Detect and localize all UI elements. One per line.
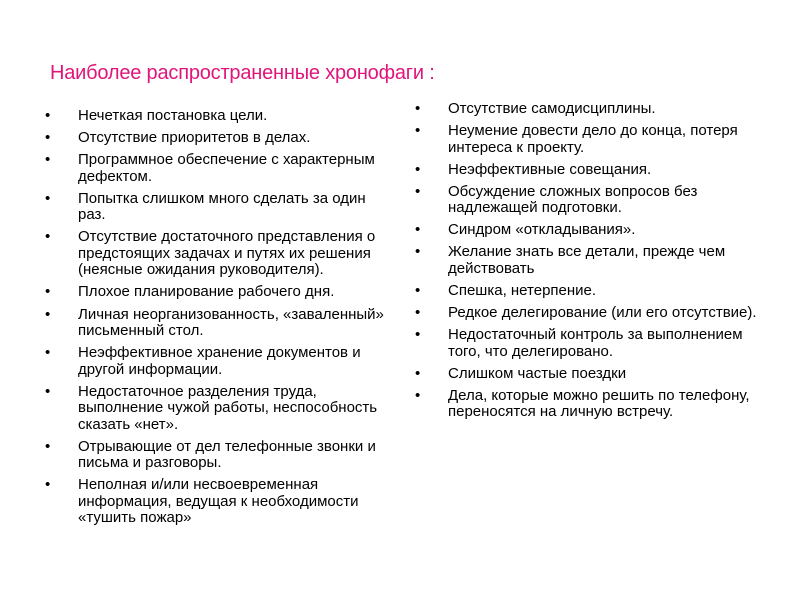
list-item-text: Спешка, нетерпение. xyxy=(448,282,597,300)
list-item xyxy=(40,384,390,434)
list-item xyxy=(40,284,390,301)
list-item xyxy=(410,366,760,383)
list-item-text: Неэффективное хранение документов и другой информации. xyxy=(78,344,361,378)
list-item-text: Слишком частые поездки xyxy=(448,364,627,382)
list-item xyxy=(410,162,760,179)
list-item xyxy=(40,152,390,185)
list-item xyxy=(40,307,390,340)
list-item xyxy=(410,327,760,360)
list-item-text: Нечеткая постановка цели. xyxy=(78,107,268,124)
bullet-icon: • xyxy=(45,305,51,323)
list-item xyxy=(40,130,390,147)
list-item-text: Личная неорганизованность, «заваленный» письменный стол. xyxy=(78,305,384,340)
list-item-text: Недостаточное разделения труда, выполнение чужой работы, неспособность сказать «нет». xyxy=(78,382,378,433)
list-item-text: Недостаточный контроль за выполнением того, что делегировано. xyxy=(448,326,743,360)
bullet-icon: • xyxy=(415,243,421,261)
list-item xyxy=(40,108,390,125)
bullet-icon: • xyxy=(45,189,51,207)
slide-title: Наиболее распространенные хронофаги : xyxy=(50,62,435,84)
right-bullet-list xyxy=(410,101,760,427)
list-item-text: Отсутствие достаточного представления о предстоящих задачах и путях их решения (неясные ожидания руководителя). xyxy=(78,228,376,279)
bullet-icon: • xyxy=(415,122,421,140)
list-item-text: Желание знать все детали, прежде чем действовать xyxy=(448,243,726,277)
bullet-icon: • xyxy=(415,182,421,200)
bullet-icon: • xyxy=(415,100,421,117)
list-item-text: Неэффективные совещания. xyxy=(448,160,652,178)
list-item xyxy=(410,388,760,421)
bullet-icon: • xyxy=(45,476,51,494)
bullet-icon: • xyxy=(415,326,421,344)
list-item xyxy=(40,477,390,527)
list-item-text: Отсутствие приоритетов в делах. xyxy=(78,129,311,147)
bullet-icon: • xyxy=(45,437,51,455)
bullet-icon: • xyxy=(45,283,51,301)
list-item-text: Неполная и/или несвоевременная информация, ведущая к необходимости «тушить пожар» xyxy=(78,476,359,527)
list-item-text: Синдром «откладывания». xyxy=(448,221,636,239)
list-item xyxy=(410,244,760,277)
list-item-text: Редкое делегирование (или его отсутствие). xyxy=(448,304,757,322)
bullet-icon: • xyxy=(415,304,421,322)
list-item-text: Отсутствие самодисциплины. xyxy=(448,100,656,117)
list-item xyxy=(40,345,390,378)
bullet-icon: • xyxy=(415,160,421,178)
list-item-text: Неумение довести дело до конца, потеря интереса к проекту. xyxy=(448,122,738,156)
bullet-icon: • xyxy=(45,344,51,362)
list-item xyxy=(40,229,390,279)
bullet-icon: • xyxy=(415,364,421,382)
bullet-icon: • xyxy=(45,129,51,147)
list-item xyxy=(410,305,760,322)
list-item xyxy=(410,101,760,118)
list-item xyxy=(410,222,760,239)
bullet-icon: • xyxy=(415,282,421,300)
list-item-text: Плохое планирование рабочего дня. xyxy=(78,283,335,301)
bullet-icon: • xyxy=(45,107,51,124)
list-item-text: Дела, которые можно решить по телефону, переносятся на личную встречу. xyxy=(448,386,750,421)
bullet-icon: • xyxy=(415,221,421,239)
left-bullet-list xyxy=(40,108,390,533)
bullet-icon: • xyxy=(45,228,51,246)
bullet-icon: • xyxy=(415,386,421,404)
list-item xyxy=(410,184,760,217)
list-item xyxy=(40,439,390,472)
bullet-icon: • xyxy=(45,382,51,400)
bullet-icon: • xyxy=(45,151,51,169)
list-item xyxy=(40,191,390,224)
list-item-text: Попытка слишком много сделать за один раз. xyxy=(78,189,366,224)
list-item-text: Программное обеспечение с характерным дефектом. xyxy=(78,151,375,185)
list-item xyxy=(410,283,760,300)
list-item xyxy=(410,123,760,156)
list-item-text: Отрывающие от дел телефонные звонки и письма и разговоры. xyxy=(78,437,376,472)
list-item-text: Обсуждение сложных вопросов без надлежащей подготовки. xyxy=(448,182,698,217)
